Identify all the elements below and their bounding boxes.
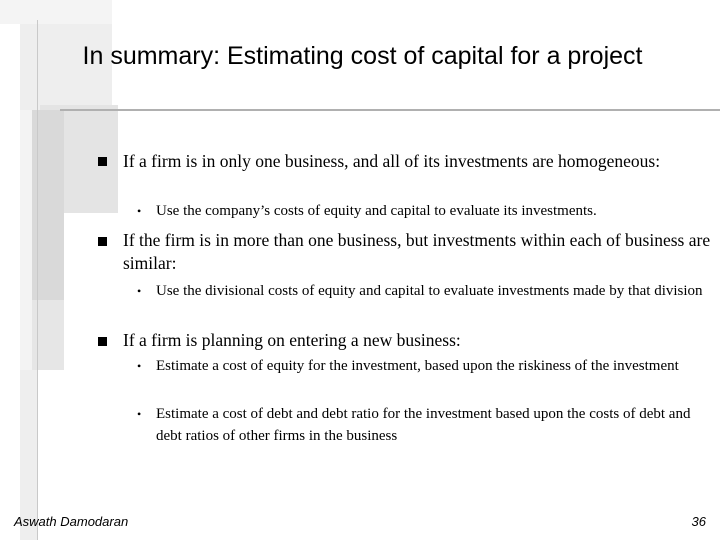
bullet-text: If a firm is planning on entering a new business: — [123, 330, 461, 350]
vertical-rule — [37, 20, 38, 540]
sub-bullet-dot-icon: • — [137, 359, 142, 373]
sub-bullet-dot-icon: • — [137, 284, 142, 298]
sub-bullet-dot-icon: • — [137, 204, 142, 218]
square-bullet-icon — [97, 336, 109, 348]
slide-title: In summary: Estimating cost of capital for a project — [82, 42, 643, 70]
sub-bullet-dot-icon: • — [137, 407, 142, 421]
sub-bullet-text: Use the divisional costs of equity and capital to evaluate investments made by that division — [156, 283, 703, 299]
bullet-text: If a firm is in only one business, and all of its investments are homogeneous: — [123, 151, 661, 171]
sub-bullet-text: Estimate a cost of debt and debt ratio for the investment based upon the costs of debt and debt ratios of other firms in the business — [156, 406, 691, 444]
sub-bullet-text: Estimate a cost of equity for the investment, based upon the riskiness of the investment — [156, 358, 679, 374]
sub-bullet-text: Use the company’s costs of equity and capital to evaluate its investments. — [156, 203, 597, 219]
bullet-text: If the firm is in more than one business, but investments within each of business are similar: — [123, 230, 711, 273]
square-bullet-icon — [97, 156, 109, 168]
title-divider — [60, 109, 720, 111]
page-number: 36 — [691, 514, 706, 529]
square-bullet-icon — [97, 236, 109, 248]
footer-author: Aswath Damodaran — [14, 514, 129, 529]
decor-block — [0, 0, 112, 24]
